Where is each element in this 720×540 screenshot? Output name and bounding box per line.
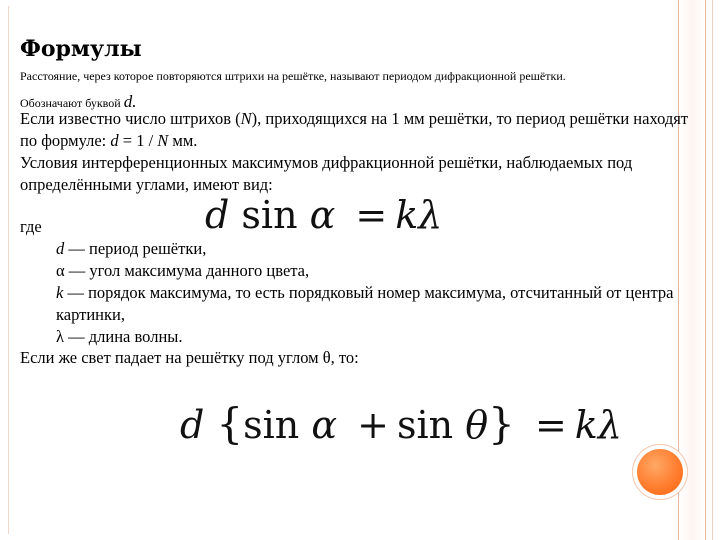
p1-part1: Если известно число штрихов ( xyxy=(20,109,241,128)
frame-left-line xyxy=(8,6,9,534)
f2-equals: = xyxy=(534,403,567,447)
f1-lambda: λ xyxy=(418,193,443,237)
p1-part2: ), приходящихся на 1 мм решётки, то период решётки находят по формуле: xyxy=(20,109,689,150)
f1-d: d xyxy=(205,193,230,237)
f1-k: k xyxy=(395,193,419,237)
paragraph-period-formula xyxy=(20,108,700,152)
decorative-circle xyxy=(637,449,683,495)
f1-alpha: α xyxy=(309,193,336,237)
f2-sin2: sin xyxy=(397,403,454,447)
f2-plus: + xyxy=(357,403,389,447)
decorative-frame-edge xyxy=(712,0,713,540)
f2-sin1: sin xyxy=(243,403,300,447)
definition-d: d — период решётки, xyxy=(56,239,207,258)
definition-k: k — порядок максимума, то есть порядковый номер максимума, отсчитанный от центра картинки, xyxy=(56,283,674,324)
f2-alpha: α xyxy=(311,403,338,447)
f2-d: d xyxy=(180,403,205,447)
intro-line-1: Расстояние, через которое повторяются штрихи на решётке, называют периодом дифракционной решётки. xyxy=(20,69,566,83)
definition-alpha: α — угол максимума данного цвета, xyxy=(56,261,310,280)
f2-left-brace: { xyxy=(216,399,244,448)
f2-right-brace: } xyxy=(488,399,515,448)
intro-letter-d: d. xyxy=(123,92,137,111)
f2-theta: θ xyxy=(465,403,489,447)
f1-sin: sin xyxy=(241,193,298,237)
f1-equals: = xyxy=(355,193,388,237)
p1-var-d: d xyxy=(110,131,119,150)
formula-oblique-incidence xyxy=(180,399,622,448)
f2-k: k xyxy=(574,403,598,447)
intro-line-2-text: Обозначают буквой xyxy=(20,96,121,110)
paragraph-conditions: Условия интерференционных максимумов дифракционной решётки, наблюдаемых под определёнными углами, имеют вид: xyxy=(20,153,633,194)
p1-part4: мм. xyxy=(168,131,198,150)
slide-title: Формулы xyxy=(20,36,142,62)
formula-grating-equation xyxy=(205,193,442,237)
where-label: где xyxy=(20,217,42,236)
p1-var-n2: N xyxy=(157,131,169,150)
final-sentence: Если же свет падает на решётку под углом θ, то: xyxy=(20,348,359,367)
p1-part3: = 1 / xyxy=(118,131,158,150)
f2-lambda: λ xyxy=(597,403,622,447)
definitions-list xyxy=(56,238,696,348)
definition-lambda: λ — длина волны. xyxy=(56,327,183,346)
p1-var-n: N xyxy=(240,109,252,128)
